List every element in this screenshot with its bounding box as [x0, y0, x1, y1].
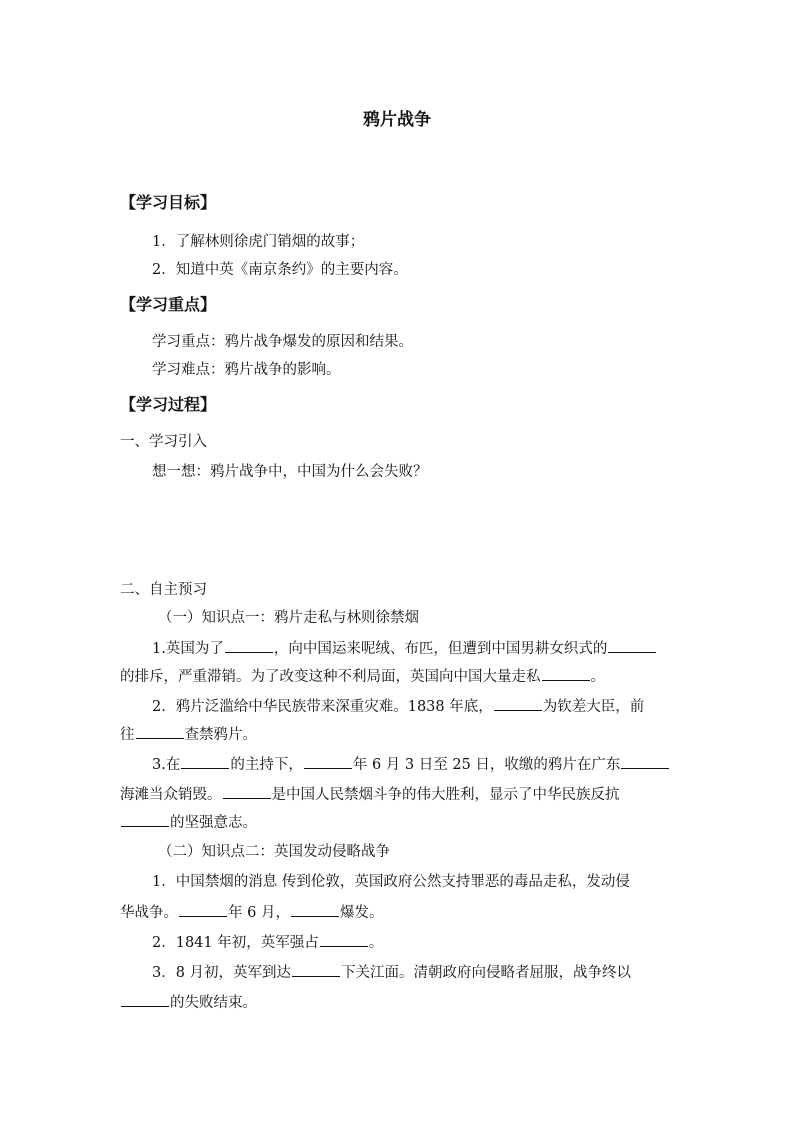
text-segment: 1.英国为了	[152, 641, 224, 657]
kp1-q3-line1	[152, 754, 670, 775]
fill-blank[interactable]	[494, 696, 542, 711]
process-heading: 【学习过程】	[120, 395, 217, 414]
text-segment: 查禁鸦片。	[184, 727, 257, 743]
text-segment: 2．1841 年初，英军强占	[152, 935, 319, 951]
text-segment: 3．8 月初，英军到达	[152, 965, 292, 981]
kp2-q3-line1	[152, 962, 631, 983]
text-segment: 年 6 月，	[228, 905, 290, 921]
fill-blank[interactable]	[223, 784, 271, 799]
preview-heading: 二、自主预习	[120, 582, 207, 598]
kp2-q3-line2	[120, 992, 257, 1013]
text-segment: 年 6 月 3 日至 25 日，收缴的鸦片在广东	[352, 757, 621, 773]
text-segment: 的排斥，严重滞销。为了改变这种不利局面，英国向中国大量走私	[120, 669, 541, 685]
fill-blank[interactable]	[225, 638, 273, 653]
text-segment: 的主持下，	[230, 757, 303, 773]
focus-item-1: 学习重点：鸦片战争爆发的原因和结果。	[152, 334, 413, 350]
fill-blank[interactable]	[608, 638, 656, 653]
text-segment: 的坚强意志。	[170, 815, 257, 831]
kp1-q2-line2	[120, 724, 257, 745]
text-segment: 2．鸦片泛滥给中华民族带来深重灾难。1838 年底，	[152, 699, 493, 715]
text-segment: 为钦差大臣，前	[542, 699, 645, 715]
text-segment: 。	[368, 935, 384, 951]
intro-heading: 一、学习引入	[120, 434, 207, 450]
kp1-q2-line1	[152, 696, 644, 717]
text-segment: 下关江面。清朝政府向侵略者屈服，战争终以	[341, 965, 632, 981]
fill-blank[interactable]	[292, 962, 340, 977]
kp2-q2	[152, 932, 383, 953]
kp1-q3-line2	[120, 784, 620, 805]
fill-blank[interactable]	[320, 932, 368, 947]
focus-item-2: 学习难点：鸦片战争的影响。	[152, 362, 341, 378]
kp2-heading: （二）知识点二：英国发动侵略战争	[158, 844, 390, 860]
goal-item-2: 2．知道中英《南京条约》的主要内容。	[152, 262, 408, 278]
goal-item-1: 1．了解林则徐虎门销烟的故事；	[152, 234, 365, 250]
focus-heading: 【学习重点】	[120, 295, 217, 314]
text-segment: 华战争。	[120, 905, 178, 921]
text-segment: 往	[120, 727, 135, 743]
fill-blank[interactable]	[181, 754, 229, 769]
fill-blank[interactable]	[542, 666, 590, 681]
fill-blank[interactable]	[121, 992, 169, 1007]
fill-blank[interactable]	[179, 902, 227, 917]
goals-heading: 【学习目标】	[120, 193, 217, 212]
fill-blank[interactable]	[291, 902, 339, 917]
intro-question: 想一想：鸦片战争中，中国为什么会失败？	[152, 464, 428, 480]
fill-blank[interactable]	[621, 754, 669, 769]
kp2-q1-line1: 1．中国禁烟的消息 传到伦敦，英国政府公然支持罪恶的毒品走私，发动侵	[152, 874, 630, 890]
kp1-q1-line2	[120, 666, 605, 687]
text-segment: 爆发。	[339, 905, 384, 921]
kp2-q1-line2	[120, 902, 383, 923]
text-segment: 的失败结束。	[170, 995, 257, 1011]
fill-blank[interactable]	[304, 754, 352, 769]
fill-blank[interactable]	[136, 724, 184, 739]
text-segment: ，向中国运来呢绒、布匹，但遭到中国男耕女织式的	[273, 641, 608, 657]
kp1-heading: （一）知识点一：鸦片走私与林则徐禁烟	[158, 610, 419, 626]
page-title: 鸦片战争	[363, 110, 431, 130]
text-segment: 是中国人民禁烟斗争的伟大胜利，显示了中华民族反抗	[271, 787, 620, 803]
kp1-q1-line1	[152, 638, 657, 659]
text-segment: 3.在	[152, 757, 181, 773]
fill-blank[interactable]	[121, 812, 169, 827]
text-segment: 海滩当众销毁。	[120, 787, 222, 803]
kp1-q3-line3	[120, 812, 257, 833]
text-segment: 。	[590, 669, 605, 685]
